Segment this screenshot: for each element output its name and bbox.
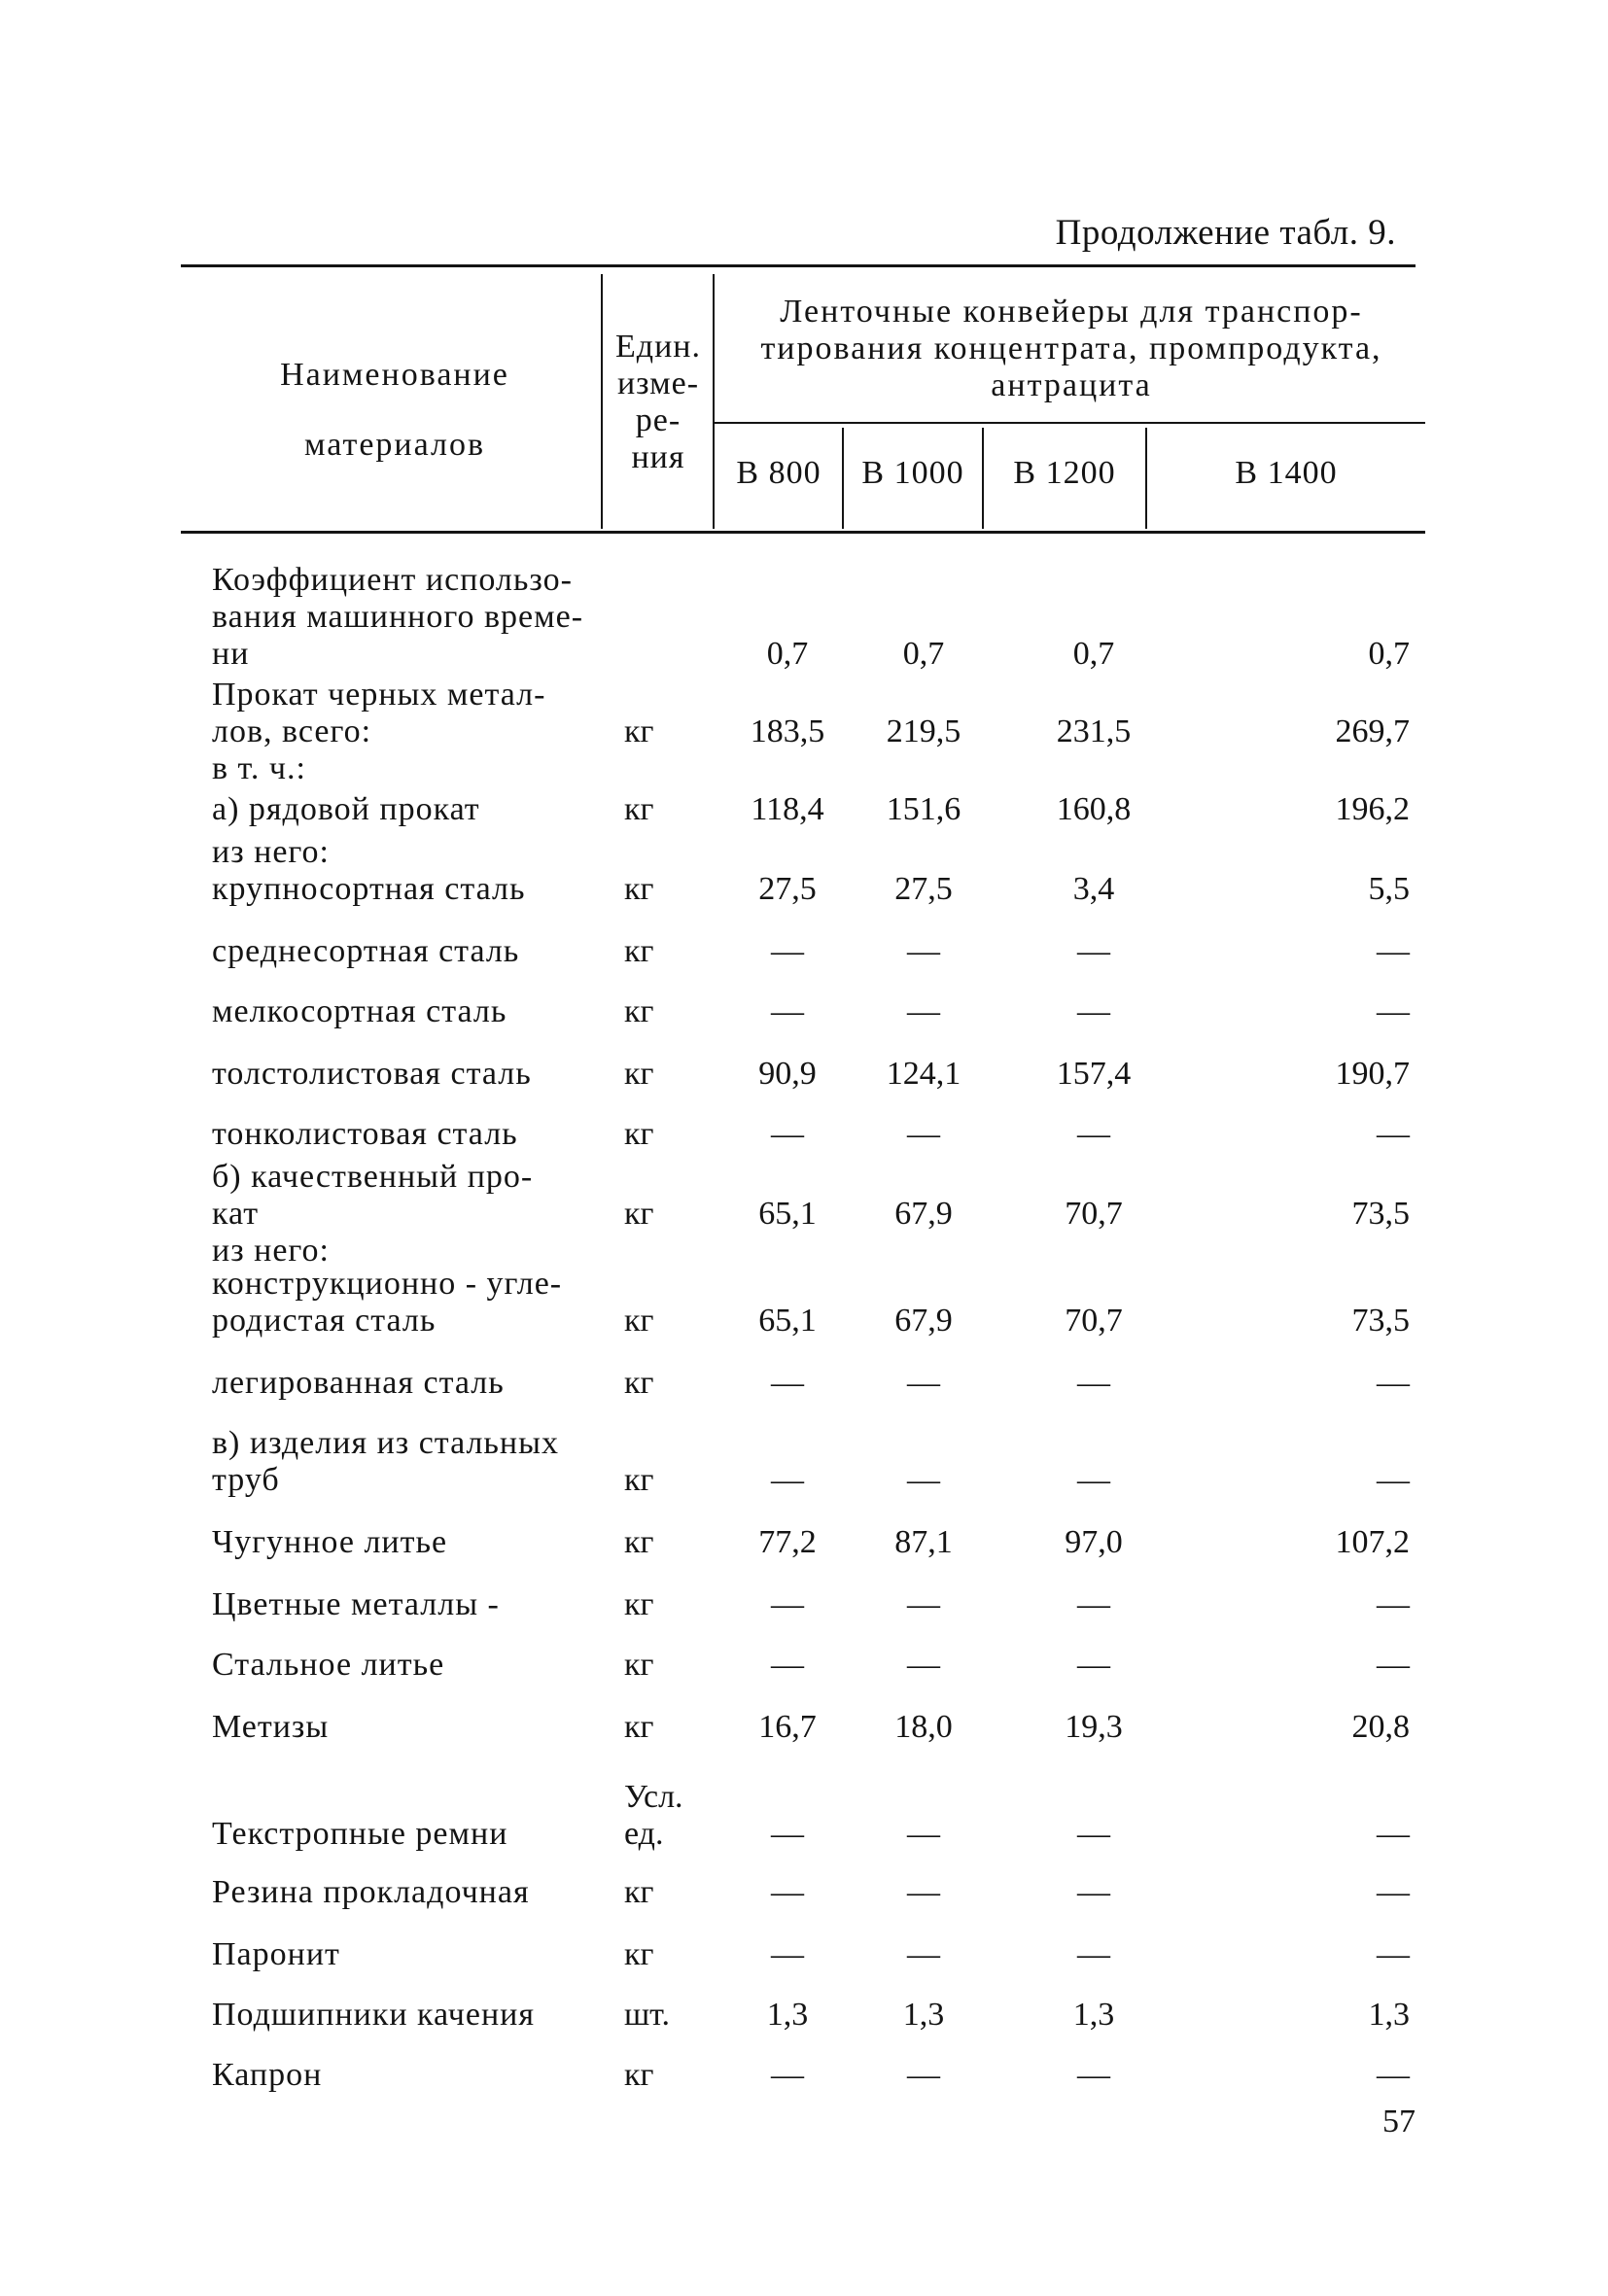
row-value-b1000: — bbox=[907, 1874, 940, 1910]
row-value-b800: — bbox=[771, 1647, 804, 1683]
row-name-line: Метизы bbox=[212, 1709, 330, 1745]
row-value-b800: — bbox=[771, 1874, 804, 1910]
row-value-b1400: 196,2 bbox=[1335, 791, 1410, 827]
col-header-b800: В 800 bbox=[736, 455, 821, 491]
row-unit: шт. bbox=[624, 1997, 670, 2033]
row-name-line: вания машинного време- bbox=[212, 599, 584, 635]
row-value-b1000: 0,7 bbox=[902, 636, 945, 672]
row-name-line: толстолистовая сталь bbox=[212, 1056, 532, 1092]
header-group-line: антрацита bbox=[991, 367, 1152, 403]
row-value-b1200: — bbox=[1077, 1462, 1110, 1498]
header-group-line: тирования концентрата, промпродукта, bbox=[760, 330, 1382, 366]
row-name-line: Капрон bbox=[212, 2057, 323, 2093]
row-name-line: из него: bbox=[212, 1233, 330, 1269]
row-name-line: Цветные металлы - bbox=[212, 1586, 500, 1622]
row-value-b1400: — bbox=[1377, 933, 1410, 969]
row-value-b1200: — bbox=[1077, 1586, 1110, 1622]
row-name bbox=[212, 1936, 620, 1973]
row-name bbox=[212, 1709, 620, 1746]
row-value-b1000: 67,9 bbox=[894, 1303, 953, 1339]
header-name-col bbox=[191, 340, 599, 480]
row-value-b1000: — bbox=[907, 1816, 940, 1852]
row-value-b1400: 73,5 bbox=[1351, 1303, 1410, 1339]
row-value-b800: 183,5 bbox=[750, 713, 825, 749]
row-value-b1400: 269,7 bbox=[1335, 713, 1410, 749]
row-value-b1000: 18,0 bbox=[894, 1709, 953, 1745]
row-name bbox=[212, 993, 620, 1030]
row-value-b1400: 1,3 bbox=[1368, 1997, 1410, 2033]
row-value-b1200: 157,4 bbox=[1056, 1056, 1132, 1092]
row-name bbox=[212, 2057, 620, 2094]
row-value-b1400: — bbox=[1377, 1936, 1410, 1972]
row-value-b800: 118,4 bbox=[751, 791, 824, 827]
row-value-b800: 90,9 bbox=[758, 1056, 817, 1092]
row-name-line: в) изделия из стальных bbox=[212, 1425, 559, 1461]
row-value-b1400: 190,7 bbox=[1335, 1056, 1410, 1092]
row-value-b800: — bbox=[771, 1365, 804, 1401]
header-unit-col bbox=[605, 329, 712, 476]
header-name-line: Наименование bbox=[280, 357, 509, 393]
row-name bbox=[212, 1874, 620, 1911]
row-name-line: мелкосортная сталь bbox=[212, 993, 507, 1029]
row-value-b1000: — bbox=[907, 1462, 940, 1498]
row-value-b1200: — bbox=[1077, 1647, 1110, 1683]
row-name-line: из него: bbox=[212, 834, 330, 870]
row-value-b800: — bbox=[771, 1586, 804, 1622]
row-unit: кг bbox=[624, 713, 654, 749]
row-value-b1200: — bbox=[1077, 1816, 1110, 1852]
row-value-b1400: 5,5 bbox=[1368, 871, 1410, 907]
row-name-line: в т. ч.: bbox=[212, 750, 306, 786]
row-name-line: Коэффициент использо- bbox=[212, 562, 573, 598]
row-name bbox=[212, 1647, 620, 1684]
group-rule bbox=[713, 422, 1425, 424]
header-unit-line: Един. bbox=[615, 329, 701, 365]
row-value-b800: 77,2 bbox=[758, 1524, 817, 1560]
row-value-b1000: 67,9 bbox=[894, 1196, 953, 1232]
row-name bbox=[212, 1365, 620, 1402]
row-value-b1000: — bbox=[907, 1365, 940, 1401]
row-name-line: Резина прокладочная bbox=[212, 1874, 530, 1910]
row-value-b1000: — bbox=[907, 993, 940, 1029]
row-value-b1000: — bbox=[907, 1116, 940, 1152]
header-unit-line: ния bbox=[631, 439, 685, 475]
row-value-b1200: 70,7 bbox=[1065, 1303, 1123, 1339]
row-value-b1400: — bbox=[1377, 1462, 1410, 1498]
row-value-b1000: — bbox=[907, 1586, 940, 1622]
row-value-b1200: 70,7 bbox=[1065, 1196, 1123, 1232]
page-number: 57 bbox=[1382, 2104, 1416, 2139]
row-name-line: легированная сталь bbox=[212, 1365, 505, 1401]
row-value-b1200: 231,5 bbox=[1056, 713, 1132, 749]
row-unit: кг bbox=[624, 1874, 654, 1910]
row-value-b1400: — bbox=[1377, 1647, 1410, 1683]
row-name bbox=[212, 1056, 620, 1093]
row-unit: кг bbox=[624, 871, 654, 907]
row-value-b800: — bbox=[771, 1462, 804, 1498]
row-unit: кг bbox=[624, 1647, 654, 1683]
row-unit: кг bbox=[624, 1586, 654, 1622]
row-name-line: а) рядовой прокат bbox=[212, 791, 480, 827]
row-value-b1200: 19,3 bbox=[1065, 1709, 1123, 1745]
row-value-b1200: — bbox=[1077, 1874, 1110, 1910]
row-name-line: Чугунное литье bbox=[212, 1524, 448, 1560]
row-unit: кг bbox=[624, 1524, 654, 1560]
row-name bbox=[212, 562, 620, 673]
row-value-b1200: 97,0 bbox=[1065, 1524, 1123, 1560]
row-unit: кг bbox=[624, 2057, 654, 2093]
row-name bbox=[212, 750, 620, 787]
row-value-b1400: — bbox=[1377, 1874, 1410, 1910]
row-value-b1200: 3,4 bbox=[1072, 871, 1115, 907]
row-value-b1000: — bbox=[907, 1647, 940, 1683]
row-value-b800: 65,1 bbox=[758, 1196, 817, 1232]
row-value-b1400: — bbox=[1377, 1365, 1410, 1401]
row-name bbox=[212, 1816, 620, 1853]
row-value-b800: — bbox=[771, 933, 804, 969]
row-name-line: Паронит bbox=[212, 1936, 340, 1972]
row-unit: кг bbox=[624, 1116, 654, 1152]
row-name-line: среднесортная сталь bbox=[212, 933, 520, 969]
row-value-b1400: — bbox=[1377, 1586, 1410, 1622]
row-name-line: тонколистовая сталь bbox=[212, 1116, 518, 1152]
col-header-b1000: В 1000 bbox=[861, 455, 964, 491]
row-name bbox=[212, 1233, 620, 1270]
header-group-line: Ленточные конвейеры для транспор- bbox=[780, 294, 1363, 330]
row-value-b1000: 151,6 bbox=[886, 791, 961, 827]
row-value-b1400: 0,7 bbox=[1368, 636, 1410, 672]
row-value-b1400: — bbox=[1377, 1116, 1410, 1152]
row-value-b800: 27,5 bbox=[758, 871, 817, 907]
row-unit: кг bbox=[624, 1365, 654, 1401]
row-name-line: Подшипники качения bbox=[212, 1997, 536, 2033]
top-rule bbox=[181, 264, 1416, 267]
row-name-line: б) качественный про- bbox=[212, 1159, 534, 1195]
row-value-b1200: 1,3 bbox=[1072, 1997, 1115, 2033]
row-value-b1000: 87,1 bbox=[894, 1524, 953, 1560]
row-unit: кг bbox=[624, 791, 654, 827]
row-value-b1000: 219,5 bbox=[886, 713, 961, 749]
row-value-b1400: — bbox=[1377, 2057, 1410, 2093]
row-name-line: кат bbox=[212, 1196, 260, 1232]
row-unit: кг bbox=[624, 1709, 654, 1745]
table-caption: Продолжение табл. 9. bbox=[1055, 213, 1396, 253]
row-value-b800: 1,3 bbox=[766, 1997, 809, 2033]
row-unit: кг bbox=[624, 1196, 654, 1232]
row-unit: кг bbox=[624, 1936, 654, 1972]
row-name bbox=[212, 1266, 620, 1339]
row-name-line: Текстропные ремни bbox=[212, 1816, 508, 1852]
row-value-b800: — bbox=[771, 1816, 804, 1852]
row-value-b1200: — bbox=[1077, 1116, 1110, 1152]
row-name bbox=[212, 677, 620, 750]
row-unit: кг bbox=[624, 933, 654, 969]
row-name-line: Стальное литье bbox=[212, 1647, 445, 1683]
row-value-b1200: 0,7 bbox=[1072, 636, 1115, 672]
row-value-b1000: — bbox=[907, 1936, 940, 1972]
row-name bbox=[212, 1116, 620, 1153]
row-unit: кг bbox=[624, 1462, 654, 1498]
row-value-b800: 65,1 bbox=[758, 1303, 817, 1339]
row-unit: кг bbox=[624, 993, 654, 1029]
row-name-line: труб bbox=[212, 1462, 280, 1498]
row-unit: Усл. ед. bbox=[624, 1779, 683, 1852]
row-value-b1000: 124,1 bbox=[886, 1056, 961, 1092]
row-value-b1000: 27,5 bbox=[894, 871, 953, 907]
row-value-b1000: 1,3 bbox=[902, 1997, 945, 2033]
row-value-b1200: — bbox=[1077, 993, 1110, 1029]
row-value-b1400: 20,8 bbox=[1351, 1709, 1410, 1745]
row-unit: кг bbox=[624, 1303, 654, 1339]
row-unit: кг bbox=[624, 1056, 654, 1092]
header-unit-line: ре- bbox=[635, 402, 682, 438]
header-name-line: материалов bbox=[303, 427, 486, 463]
row-name bbox=[212, 1159, 620, 1233]
row-name-line: конструкционно - угле- bbox=[212, 1266, 563, 1302]
row-value-b800: 16,7 bbox=[758, 1709, 817, 1745]
row-value-b1400: 73,5 bbox=[1351, 1196, 1410, 1232]
header-unit-line: изме- bbox=[616, 365, 700, 401]
row-value-b1000: — bbox=[907, 933, 940, 969]
row-value-b800: — bbox=[771, 1936, 804, 1972]
row-name bbox=[212, 871, 620, 908]
row-value-b1400: — bbox=[1377, 1816, 1410, 1852]
row-value-b1400: — bbox=[1377, 993, 1410, 1029]
col-header-b1400: В 1400 bbox=[1235, 455, 1338, 491]
header-bottom-rule bbox=[181, 531, 1425, 534]
row-name-line: Прокат черных метал- bbox=[212, 677, 546, 713]
vline-unit-values bbox=[713, 274, 715, 529]
row-value-b1200: — bbox=[1077, 1936, 1110, 1972]
row-name-line: лов, всего: bbox=[212, 713, 372, 749]
row-name-line: крупносортная сталь bbox=[212, 871, 526, 907]
row-name bbox=[212, 1997, 620, 2034]
header-group-title bbox=[717, 294, 1425, 404]
row-value-b800: — bbox=[771, 1116, 804, 1152]
row-name bbox=[212, 834, 620, 871]
vline-name-unit bbox=[601, 274, 603, 529]
row-value-b1200: — bbox=[1077, 2057, 1110, 2093]
row-name-line: родистая сталь bbox=[212, 1303, 437, 1339]
row-value-b800: — bbox=[771, 993, 804, 1029]
row-value-b1000: — bbox=[907, 2057, 940, 2093]
row-name bbox=[212, 1586, 620, 1623]
row-name bbox=[212, 1524, 620, 1561]
row-value-b800: 0,7 bbox=[766, 636, 809, 672]
row-value-b800: — bbox=[771, 2057, 804, 2093]
row-value-b1200: — bbox=[1077, 933, 1110, 969]
row-name-line: ни bbox=[212, 636, 250, 672]
row-value-b1200: — bbox=[1077, 1365, 1110, 1401]
row-value-b1400: 107,2 bbox=[1335, 1524, 1410, 1560]
col-header-b1200: В 1200 bbox=[1013, 455, 1116, 491]
row-name bbox=[212, 791, 620, 828]
row-name bbox=[212, 933, 620, 970]
row-value-b1200: 160,8 bbox=[1056, 791, 1132, 827]
row-name bbox=[212, 1425, 620, 1499]
